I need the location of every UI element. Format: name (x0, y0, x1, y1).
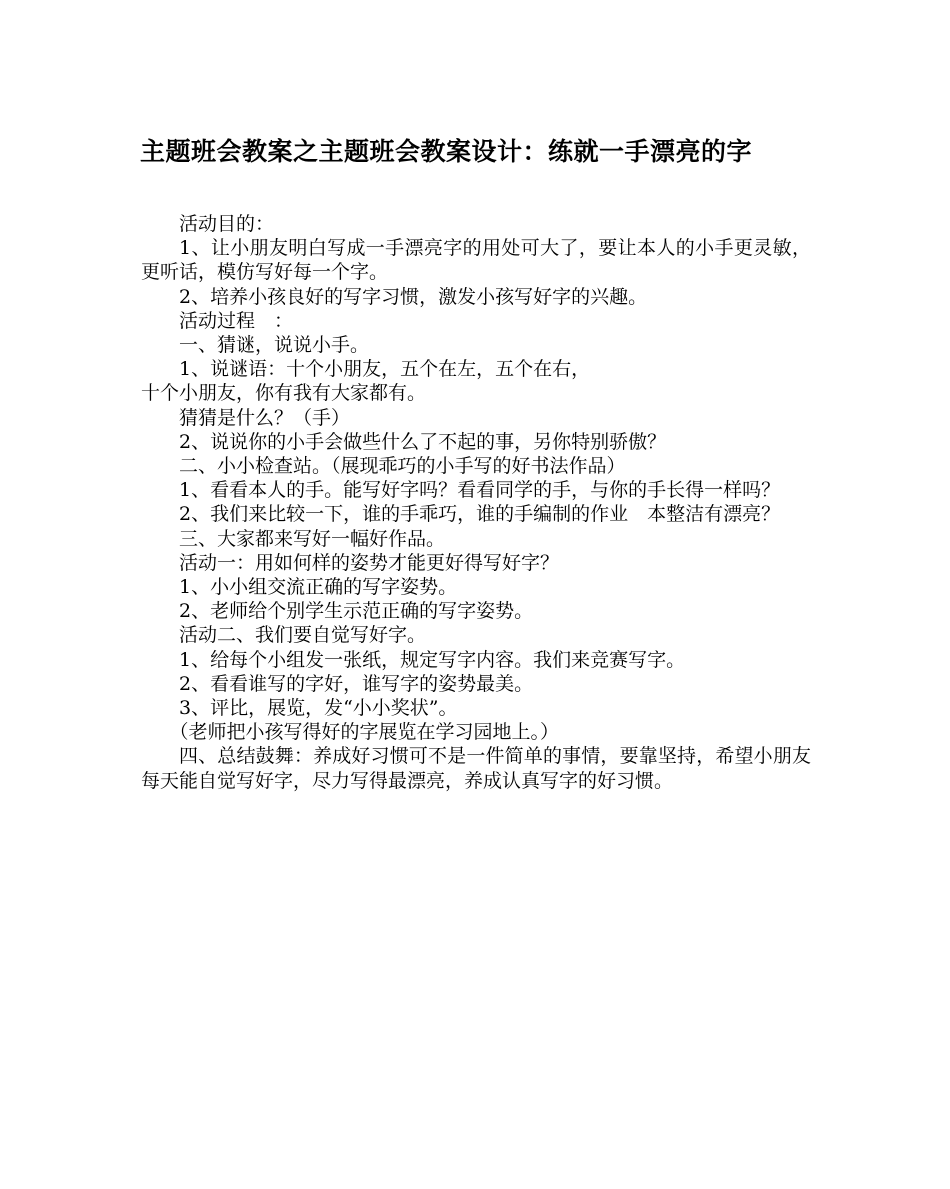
paragraph: 1、看看本人的手。能写好字吗？看看同学的手，与你的手长得一样吗？ (179, 479, 781, 502)
section-heading: 活动目的： (179, 213, 275, 235)
paragraph: 2、我们来比较一下，谁的手乖巧，谁的手编制的作业 本整洁有漂亮？ (179, 503, 781, 526)
paragraph: 2、看看谁写的字好，谁写字的姿势最美。 (179, 672, 534, 695)
paragraph: 1、小小组交流正确的写字姿势。 (179, 576, 458, 599)
document-body (141, 212, 811, 793)
section-heading: 活动一：用如何样的姿势才能更好得写好字？ (179, 551, 560, 574)
section-heading: 四、总结鼓舞：养成好习惯可不是一件简单的事情，要靠坚持，希望小朋友每天能自觉写好字，尽力写得最漂亮，养成认真写字的好习惯。 (141, 745, 811, 792)
section-heading: 活动过程 ： (179, 309, 294, 332)
paragraph: 十个小朋友，你有我有大家都有。 (141, 382, 427, 405)
paragraph: 1、说谜语：十个小朋友，五个在左，五个在右， (179, 358, 591, 381)
paragraph: 2、说说你的小手会做些什么了不起的事，另你特别骄傲？ (179, 430, 667, 453)
paragraph: 2、老师给个别学生示范正确的写字姿势。 (179, 600, 534, 623)
paragraph: 2、培养小孩良好的写字习惯，激发小孩写好字的兴趣。 (179, 285, 648, 308)
section-heading: 二、小小检查站。（展现乖巧的小手写的好书法作品） (179, 455, 626, 478)
section-heading: 三、大家都来写好一幅好作品。 (179, 527, 446, 550)
section-heading: 一、猜谜，说说小手。 (179, 334, 370, 357)
paragraph: 1、给每个小组发一张纸，规定写字内容。我们来竞赛写字。 (179, 648, 686, 671)
paragraph: 1、让小朋友明白写成一手漂亮字的用处可大了，要让本人的小手更灵敏，更听话，模仿写好每一个字。 (141, 237, 811, 284)
section-heading: 活动二、我们要自觉写好字。 (179, 624, 427, 647)
paragraph: （老师把小孩写得好的字展览在学习园地上。） (169, 721, 560, 744)
document-title: 主题班会教案之主题班会教案设计：练就一手漂亮的字 (140, 137, 753, 166)
paragraph: 猜猜是什么？（手） (179, 406, 351, 429)
paragraph: 3、评比，展览，发“小小奖状”。 (179, 697, 458, 720)
